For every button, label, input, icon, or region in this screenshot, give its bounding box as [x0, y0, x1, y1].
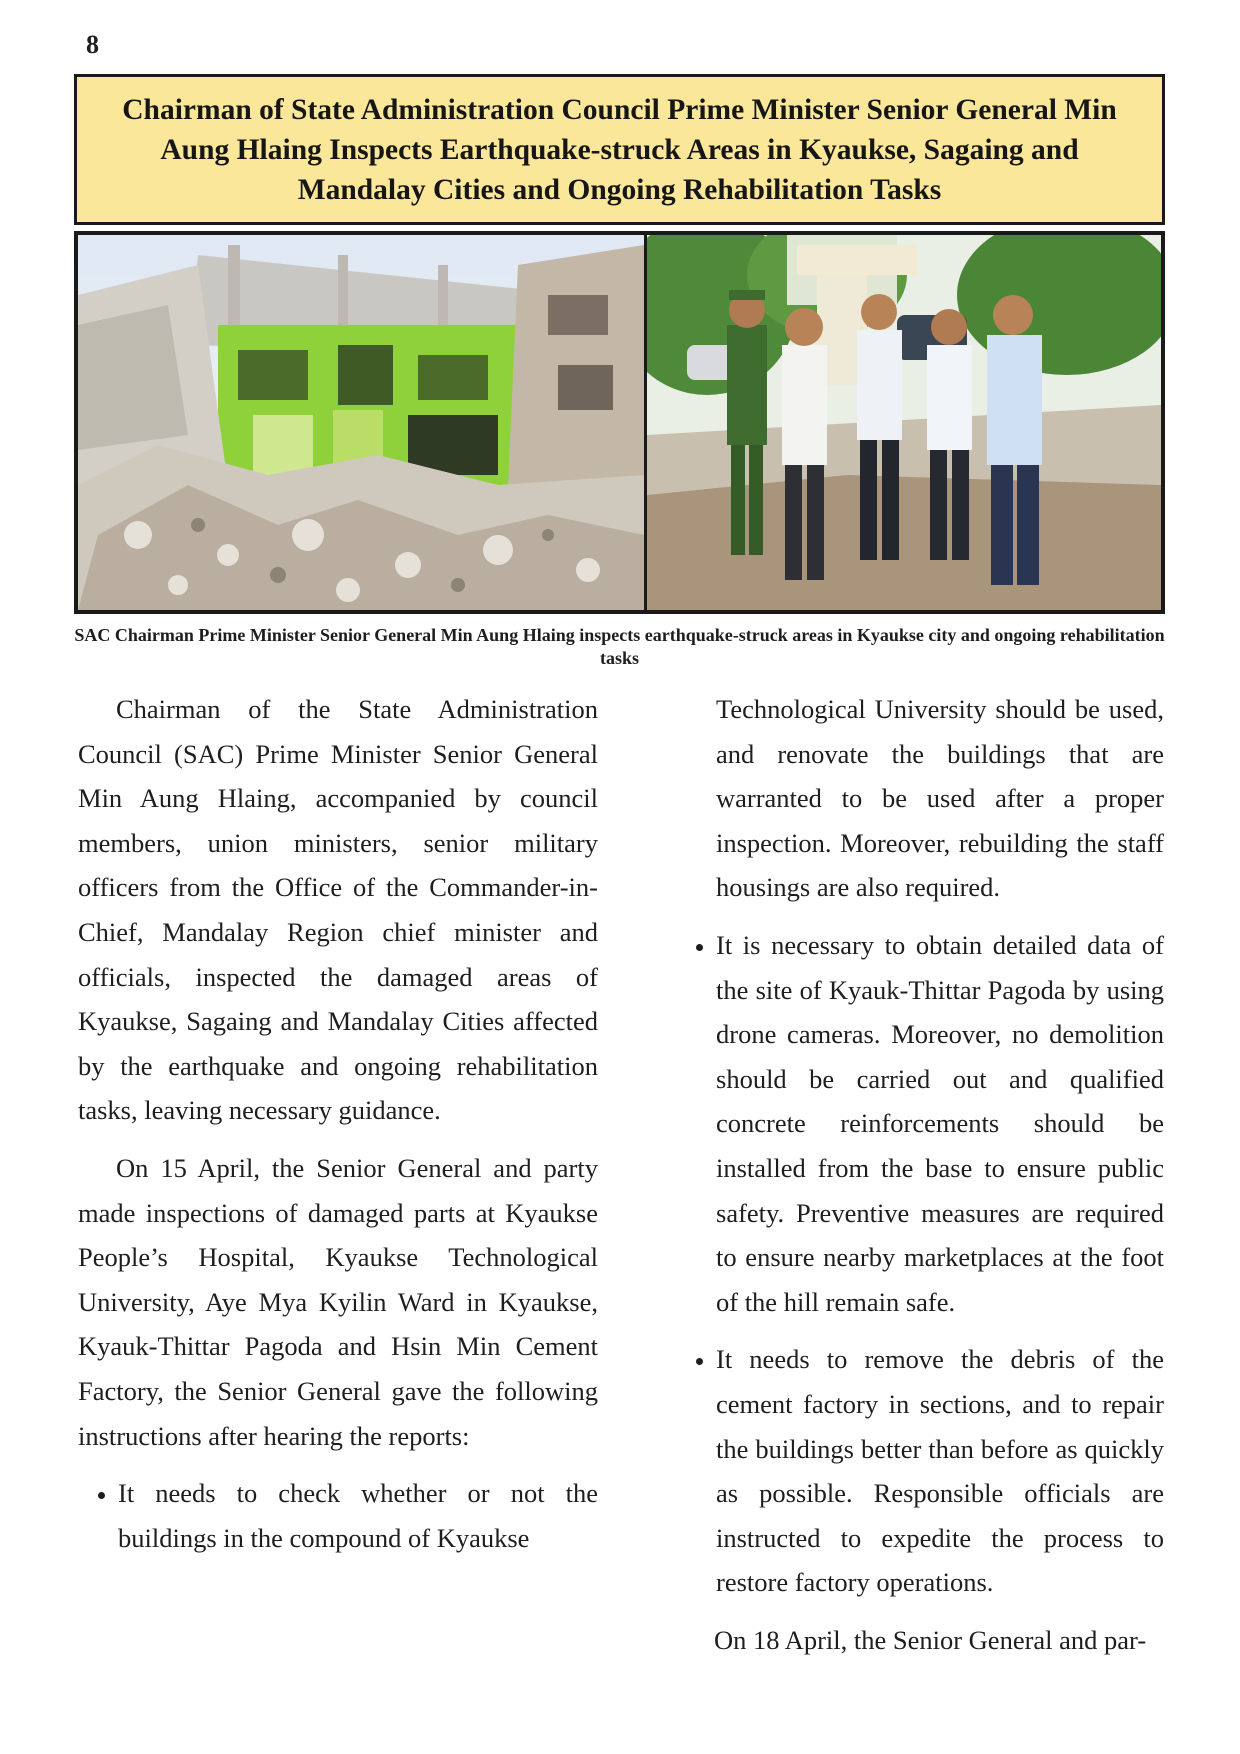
article-paragraph: On 15 April, the Senior General and party made inspections of damaged parts at Kyaukse People’s Hospital, Kyaukse Technological University, Aye Mya Kyilin Ward in Kyaukse, Kyauk-Thittar Pagoda and Hsin Min Cement Factory, the Senior General gave the following instructions after hearing the reports:: [78, 1152, 598, 1451]
instruction-list: [676, 923, 1164, 1605]
headline: Chairman of State Administration Council Prime Minister Senior General Min Aung Hlaing Inspects Earthquake-struck Areas in Kyaukse, Sagaing and Mandalay Cities and Ongoing Rehabilitation Tasks: [122, 93, 1117, 206]
article-left-column: [78, 687, 598, 1573]
instruction-list: [78, 1471, 598, 1560]
instruction-bullet: • It is necessary to obtain detailed data of the site of Kyauk-Thittar Pagoda by using drone cameras. Moreover, no demolition should be carried out and qualified concrete reinforcements should be installed from the base to ensure public safety. Preventive measures are required to ensure nearby marketplaces at the foot of the hill remain safe.: [716, 923, 1164, 1324]
page-number: 8: [86, 30, 99, 59]
instruction-bullet-continued: Technological University should be used, and renovate the buildings that are warranted to be used after a proper inspection. Moreover, rebuilding the staff housings are also required.: [716, 694, 1164, 903]
article-right-column: [676, 687, 1164, 1675]
headline-box: [74, 74, 1165, 225]
inspection-delegation-photo: [647, 235, 1161, 610]
earthquake-damage-photo: [78, 235, 644, 610]
article-paragraph: Chairman of the State Administration Council (SAC) Prime Minister Senior General Min Aung Hlaing, accompanied by council members, union ministers, senior military officers from the Office of the Commander-in-Chief, Mandalay Region chief minister and officials, inspected the damaged areas of Kyaukse, Sagaing and Mandalay Cities affected by the earthquake and ongoing rehabilitation tasks, leaving necessary guidance.: [78, 694, 598, 1126]
photo-frame: [74, 231, 1165, 614]
article-paragraph: On 18 April, the Senior General and par-: [714, 1624, 1147, 1655]
instruction-bullet: • It needs to remove the debris of the cement factory in sections, and to repair the buildings better than before as quickly as possible. Responsible officials are instructed to expedite the process to restore factory operations.: [716, 1337, 1164, 1605]
photo-caption: SAC Chairman Prime Minister Senior General Min Aung Hlaing inspects earthquake-struck areas in Kyaukse city and ongoing rehabilitation tasks: [74, 625, 1165, 668]
instruction-bullet: • It needs to check whether or not the buildings in the compound of Kyaukse: [118, 1471, 598, 1560]
instruction-list-continued: [676, 687, 1164, 910]
